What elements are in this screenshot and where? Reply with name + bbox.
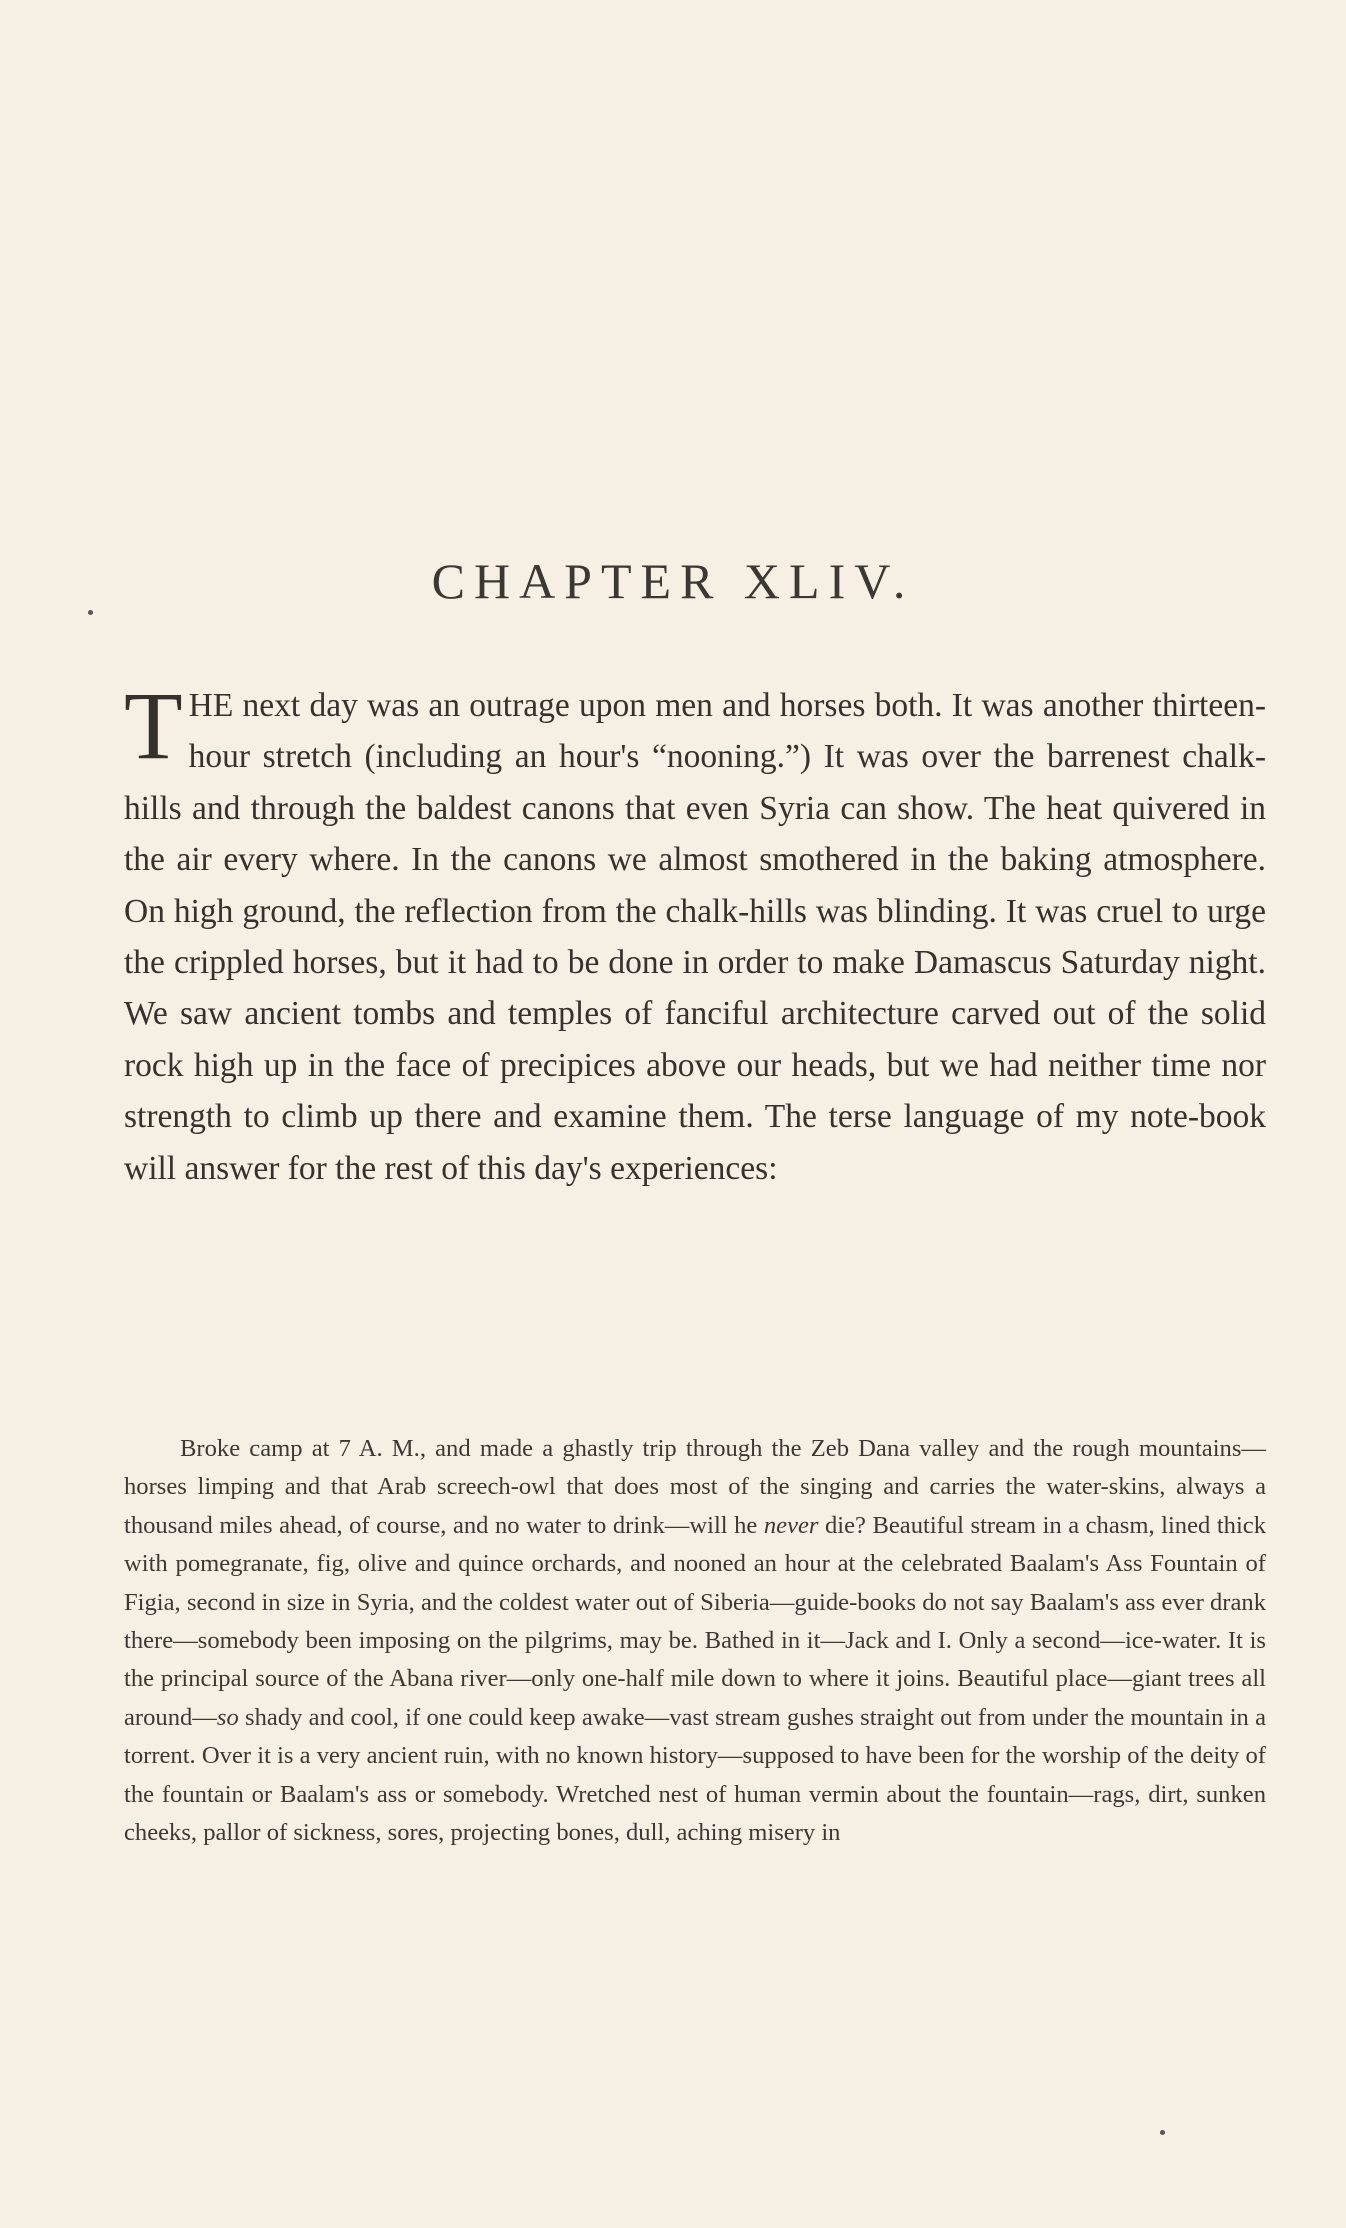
notebook-text-part-1: Broke camp at 7 A. M., and made a ghastly trip through the Zeb Dana valley and the rough mountains—horses limping and that Arab screech-owl that does most of the singing and carries the water-skins, always a thousand miles ahead, of course, and no water to drink—will he bbox=[124, 1435, 1266, 1539]
ink-speck bbox=[1160, 2130, 1165, 2135]
chapter-heading: CHAPTER XLIV. bbox=[431, 553, 915, 609]
opening-paragraph-text: HE next day was an outrage upon men and horses both. It was another thirteen-hour stretch (including an hour's “nooning.”) It was over the barrenest chalk-hills and through the baldest canons that even Syria can show. The heat quivered in the air every where. In the canons we almost smothered in the baking atmosphere. On high ground, the reflection from the chalk-hills was blinding. It was cruel to urge the crippled horses, but it had to be done in order to make Damascus Saturday night. We saw ancient tombs and temples of fanciful architecture carved out of the solid rock high up in the face of precipices above our heads, but we had neither time nor strength to climb up there and examine them. The terse language of my note-book will answer for the rest of this day's experiences: bbox=[124, 687, 1266, 1187]
notebook-excerpt bbox=[124, 1430, 1266, 1852]
notebook-italic-so: so bbox=[216, 1703, 239, 1731]
opening-paragraph bbox=[124, 672, 1266, 1194]
ink-speck bbox=[88, 610, 93, 615]
notebook-text-part-2: die? Beautiful stream in a chasm, lined thick with pomegranate, fig, olive and quince orchards, and nooned an hour at the celebrated Baalam's Ass Fountain of Figia, second in size in Syria, and the coldest water out of Siberia—guide-books do not say Baalam's ass ever drank there—somebody been imposing on the pilgrims, may be. Bathed in it—Jack and I. Only a second—ice-water. It is the principal source of the Abana river—only one-half mile down to where it joins. Beautiful place—giant trees all around— bbox=[124, 1511, 1266, 1731]
notebook-text-part-3: shady and cool, if one could keep awake—vast stream gushes straight out from under the mountain in a torrent. Over it is a very ancient ruin, with no known history—supposed to have been for the worship of the deity of the fountain or Baalam's ass or somebody. Wretched nest of human vermin about the fountain—rags, dirt, sunken cheeks, pallor of sickness, sores, projecting bones, dull, aching misery in bbox=[124, 1703, 1266, 1847]
drop-cap-letter: T bbox=[124, 672, 183, 779]
notebook-italic-never: never bbox=[763, 1511, 819, 1539]
